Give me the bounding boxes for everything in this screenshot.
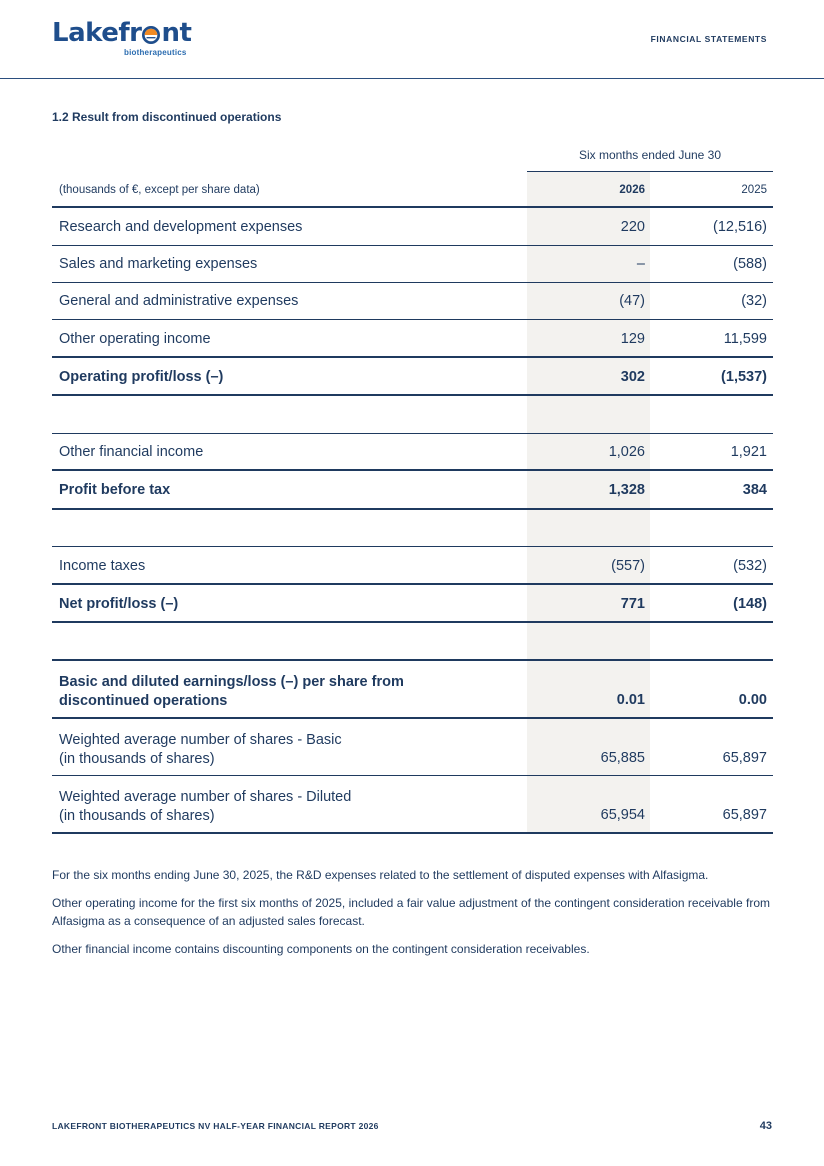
row-label-line2: (in thousands of shares)	[59, 808, 215, 824]
value-2025: 11,599	[723, 331, 767, 347]
divider	[52, 282, 773, 283]
value-2026: 129	[620, 331, 645, 347]
divider	[52, 775, 773, 776]
company-logo	[52, 18, 191, 62]
value-2026: –	[636, 256, 645, 272]
row-label: Profit before tax	[59, 482, 171, 498]
value-2025: 65,897	[722, 750, 767, 766]
value-2026: 220	[620, 219, 645, 235]
logo-o-icon	[142, 26, 160, 44]
row-label: Operating profit/loss (–)	[59, 369, 224, 385]
divider	[52, 469, 773, 471]
row-label: Net profit/loss (–)	[59, 596, 179, 612]
section-title: 1.2 Result from discontinued operations	[52, 110, 282, 124]
value-2025: 1,921	[730, 444, 767, 460]
row-label	[59, 731, 342, 769]
note-paragraph: Other operating income for the first six months of 2025, included a fair value adjustment of the contingent consideration receivable from Alfasigma as a consequence of an adjusted sales forecast.	[52, 896, 770, 928]
divider	[52, 546, 773, 547]
value-2026: 302	[620, 369, 645, 385]
row-label: Other operating income	[59, 331, 211, 347]
value-2026: 771	[620, 596, 645, 612]
value-2025: 384	[742, 482, 767, 498]
row-label-line2: (in thousands of shares)	[59, 751, 215, 767]
logo-subtitle: biotherapeutics	[124, 48, 187, 57]
value-2025: (32)	[741, 293, 767, 309]
row-label: General and administrative expenses	[59, 293, 299, 309]
value-2025: 0.00	[738, 692, 767, 708]
divider	[52, 832, 773, 834]
value-2025: 65,897	[722, 807, 767, 823]
row-label	[59, 673, 404, 711]
row-label-line1: Weighted average number of shares - Basic	[59, 732, 342, 748]
row-label: Other financial income	[59, 444, 204, 460]
logo-text-prefix: Lakefr	[52, 18, 142, 48]
footnotes	[52, 866, 770, 968]
value-2026: (47)	[619, 293, 645, 309]
row-label-line1: Weighted average number of shares - Diluted	[59, 789, 352, 805]
row-label-line1: Basic and diluted earnings/loss (–) per share from	[59, 674, 404, 690]
divider	[52, 394, 773, 396]
value-2026: (557)	[611, 558, 645, 574]
divider	[52, 319, 773, 320]
value-2026: 65,885	[600, 750, 645, 766]
value-2025: (532)	[733, 558, 767, 574]
units-label: (thousands of €, except per share data)	[59, 184, 260, 196]
note-paragraph: For the six months ending June 30, 2025, the R&D expenses related to the settlement of disputed expenses with Alfasigma.	[52, 868, 709, 882]
row-label: Income taxes	[59, 558, 146, 574]
divider	[52, 659, 773, 661]
col-2025-header: 2025	[741, 184, 767, 196]
footer-report-title: LAKEFRONT BIOTHERAPEUTICS NV HALF-YEAR FINANCIAL REPORT 2026	[52, 1121, 379, 1131]
divider	[52, 206, 773, 208]
row-label	[59, 788, 351, 826]
section-label: FINANCIAL STATEMENTS	[650, 34, 767, 44]
period-label: Six months ended June 30	[578, 148, 722, 162]
row-label: Research and development expenses	[59, 219, 303, 235]
value-2025: (1,537)	[721, 369, 767, 385]
divider	[52, 433, 773, 434]
page-number: 43	[759, 1120, 772, 1132]
row-label-line2: discontinued operations	[59, 693, 228, 709]
logo-text-suffix: nt	[161, 18, 192, 48]
col-2026-header: 2026	[619, 184, 645, 196]
value-2026: 0.01	[616, 692, 645, 708]
value-2026: 65,954	[600, 807, 645, 823]
divider	[52, 245, 773, 246]
value-2025: (148)	[733, 596, 767, 612]
period-underline	[527, 171, 773, 172]
divider	[52, 621, 773, 623]
value-2026: 1,328	[608, 482, 645, 498]
value-2026: 1,026	[608, 444, 645, 460]
divider	[52, 583, 773, 585]
divider	[52, 356, 773, 358]
note-paragraph: Other financial income contains discounting components on the contingent consideration receivables.	[52, 942, 590, 956]
value-2025: (588)	[733, 256, 767, 272]
divider	[52, 717, 773, 719]
row-label: Sales and marketing expenses	[59, 256, 258, 272]
divider	[52, 508, 773, 510]
page-header	[0, 0, 824, 79]
value-2025: (12,516)	[712, 219, 767, 235]
